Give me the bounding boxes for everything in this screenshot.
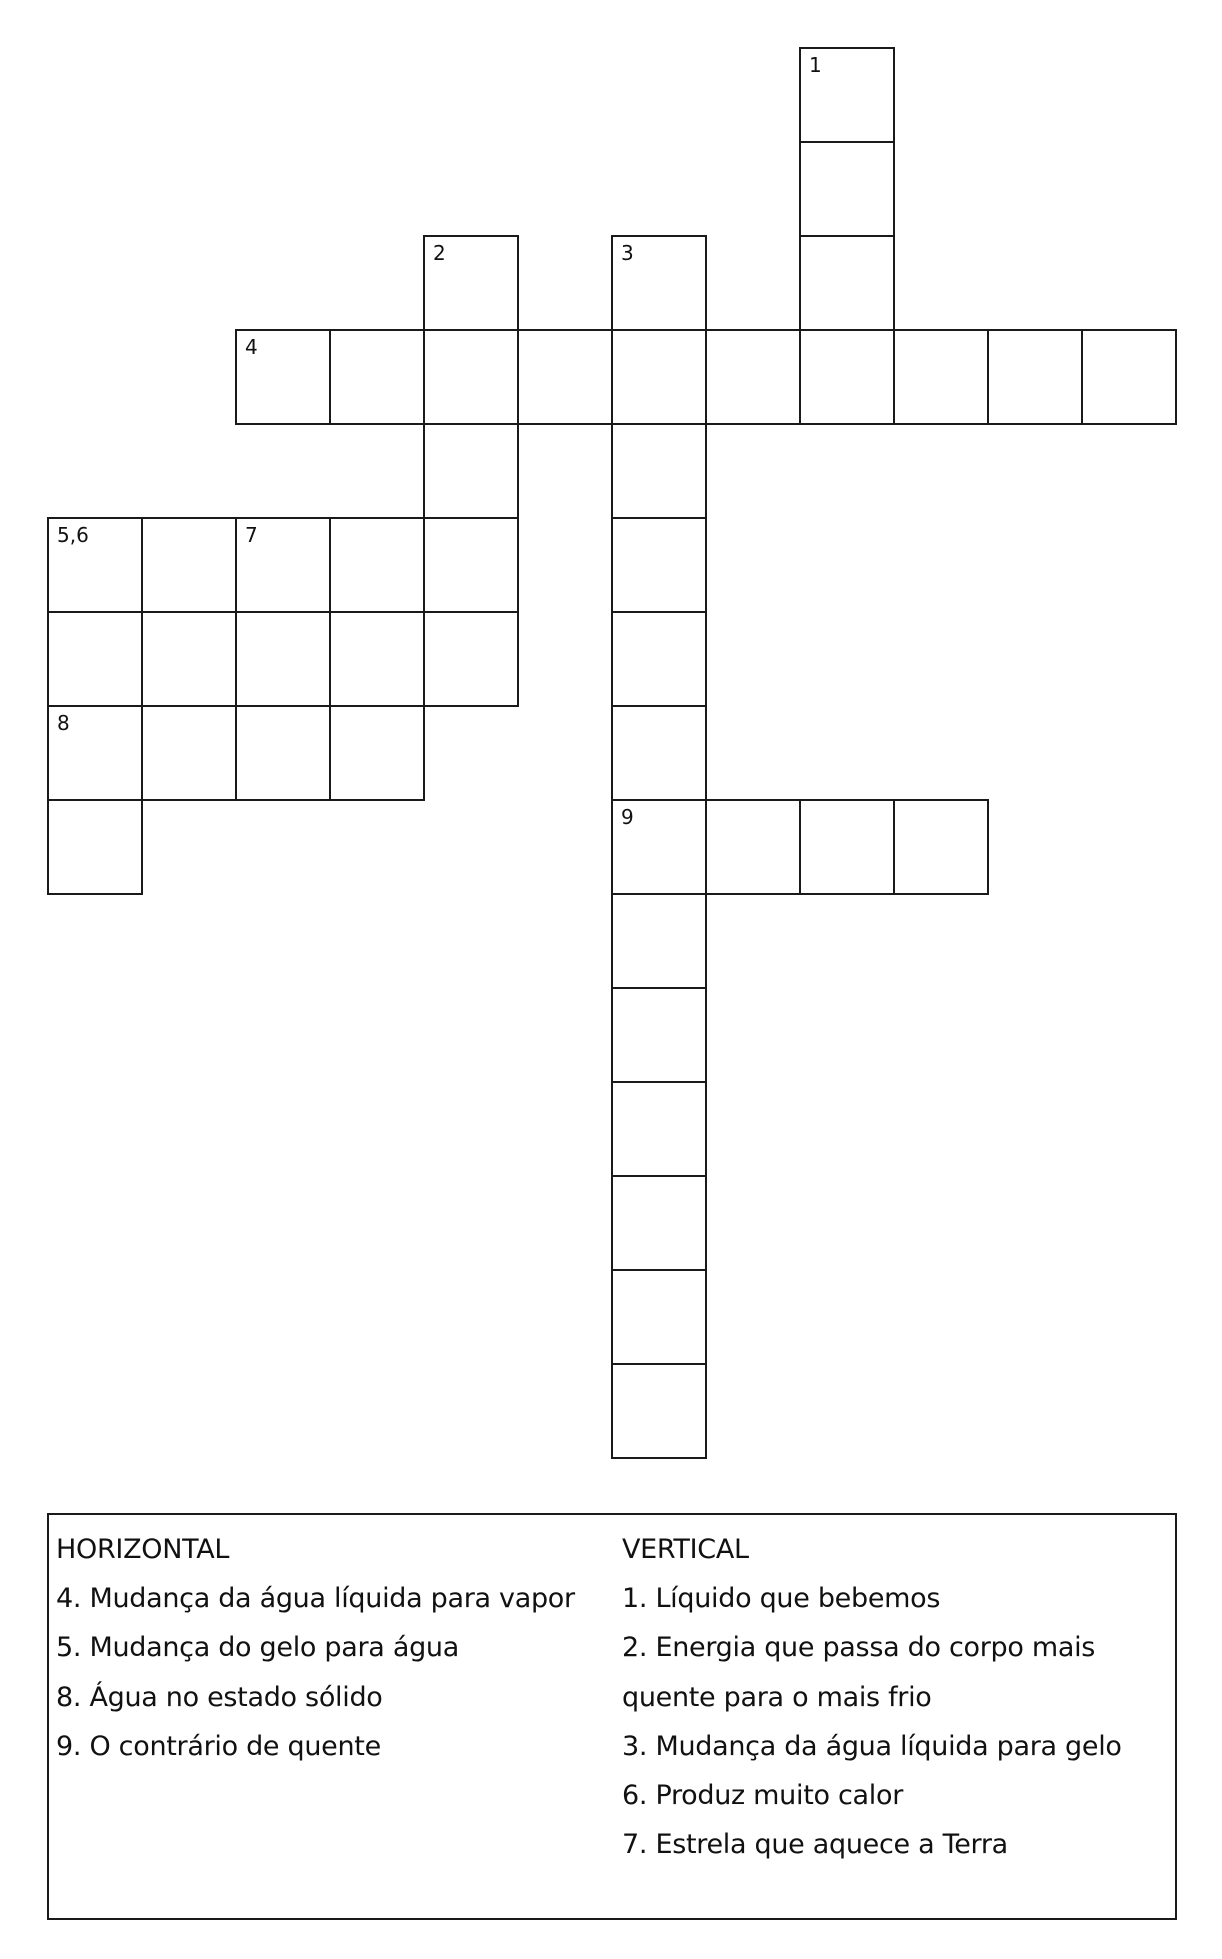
grid-cell[interactable]	[329, 517, 425, 613]
grid-cell[interactable]	[705, 329, 801, 425]
grid-cell[interactable]	[329, 705, 425, 801]
vertical-heading: VERTICAL	[622, 1534, 749, 1565]
clue-horizontal-9: 9. O contrário de quente	[56, 1730, 381, 1762]
grid-cell[interactable]	[329, 329, 425, 425]
grid-cell[interactable]	[893, 329, 989, 425]
clue-number: 4	[245, 335, 258, 359]
horizontal-clues	[56, 1525, 616, 1771]
grid-cell[interactable]	[47, 799, 143, 895]
clue-number: 2	[433, 241, 446, 265]
grid-cell[interactable]	[141, 611, 237, 707]
clue-horizontal-4: 4. Mudança da água líquida para vapor	[56, 1583, 575, 1615]
clue-number: 5,6	[57, 523, 89, 547]
clue-horizontal-5: 5. Mudança do gelo para água	[56, 1632, 459, 1664]
clue-number: 3	[621, 241, 634, 265]
horizontal-heading: HORIZONTAL	[56, 1534, 230, 1565]
grid-cell[interactable]	[47, 611, 143, 707]
grid-cell[interactable]	[423, 423, 519, 519]
grid-cell[interactable]	[423, 329, 519, 425]
clue-vertical-6: 6. Produz muito calor	[622, 1780, 903, 1812]
grid-cell[interactable]	[235, 329, 331, 425]
clue-number: 7	[245, 523, 258, 547]
clue-vertical-7: 7. Estrela que aquece a Terra	[622, 1829, 1008, 1861]
grid-cell[interactable]	[611, 987, 707, 1083]
grid-cell[interactable]	[235, 705, 331, 801]
clue-box	[47, 1513, 1177, 1920]
clue-vertical-2-continued: quente para o mais frio	[622, 1681, 932, 1713]
grid-cell[interactable]	[799, 235, 895, 331]
grid-cell[interactable]	[987, 329, 1083, 425]
grid-cell[interactable]	[329, 611, 425, 707]
grid-cell[interactable]	[893, 799, 989, 895]
clue-number: 1	[809, 53, 822, 77]
grid-cell[interactable]	[611, 1175, 707, 1271]
clue-vertical-1: 1. Líquido que bebemos	[622, 1583, 941, 1615]
grid-cell[interactable]	[423, 235, 519, 331]
grid-cell[interactable]	[423, 611, 519, 707]
grid-cell[interactable]	[611, 329, 707, 425]
clue-vertical-3: 3. Mudança da água líquida para gelo	[622, 1730, 1122, 1762]
grid-cell[interactable]	[611, 611, 707, 707]
grid-cell[interactable]	[1081, 329, 1177, 425]
grid-cell[interactable]	[611, 1269, 707, 1365]
grid-cell[interactable]	[235, 611, 331, 707]
grid-cell[interactable]	[799, 141, 895, 237]
grid-cell[interactable]	[611, 423, 707, 519]
grid-cell[interactable]	[799, 329, 895, 425]
grid-cell[interactable]	[517, 329, 613, 425]
clue-vertical-2: 2. Energia que passa do corpo mais	[622, 1632, 1096, 1664]
clue-number: 9	[621, 805, 634, 829]
grid-cell[interactable]	[611, 517, 707, 613]
clue-number: 8	[57, 711, 70, 735]
grid-cell[interactable]	[705, 799, 801, 895]
grid-cell[interactable]	[799, 47, 895, 143]
grid-cell[interactable]	[47, 517, 143, 613]
grid-cell[interactable]	[611, 799, 707, 895]
grid-cell[interactable]	[423, 517, 519, 613]
vertical-clues	[622, 1525, 1172, 1869]
grid-cell[interactable]	[47, 705, 143, 801]
grid-cell[interactable]	[141, 705, 237, 801]
grid-cell[interactable]	[611, 705, 707, 801]
grid-cell[interactable]	[611, 893, 707, 989]
grid-cell[interactable]	[611, 1081, 707, 1177]
grid-cell[interactable]	[141, 517, 237, 613]
grid-cell[interactable]	[611, 1363, 707, 1459]
grid-cell[interactable]	[235, 517, 331, 613]
grid-cell[interactable]	[611, 235, 707, 331]
grid-cell[interactable]	[799, 799, 895, 895]
clue-horizontal-8: 8. Água no estado sólido	[56, 1681, 383, 1713]
